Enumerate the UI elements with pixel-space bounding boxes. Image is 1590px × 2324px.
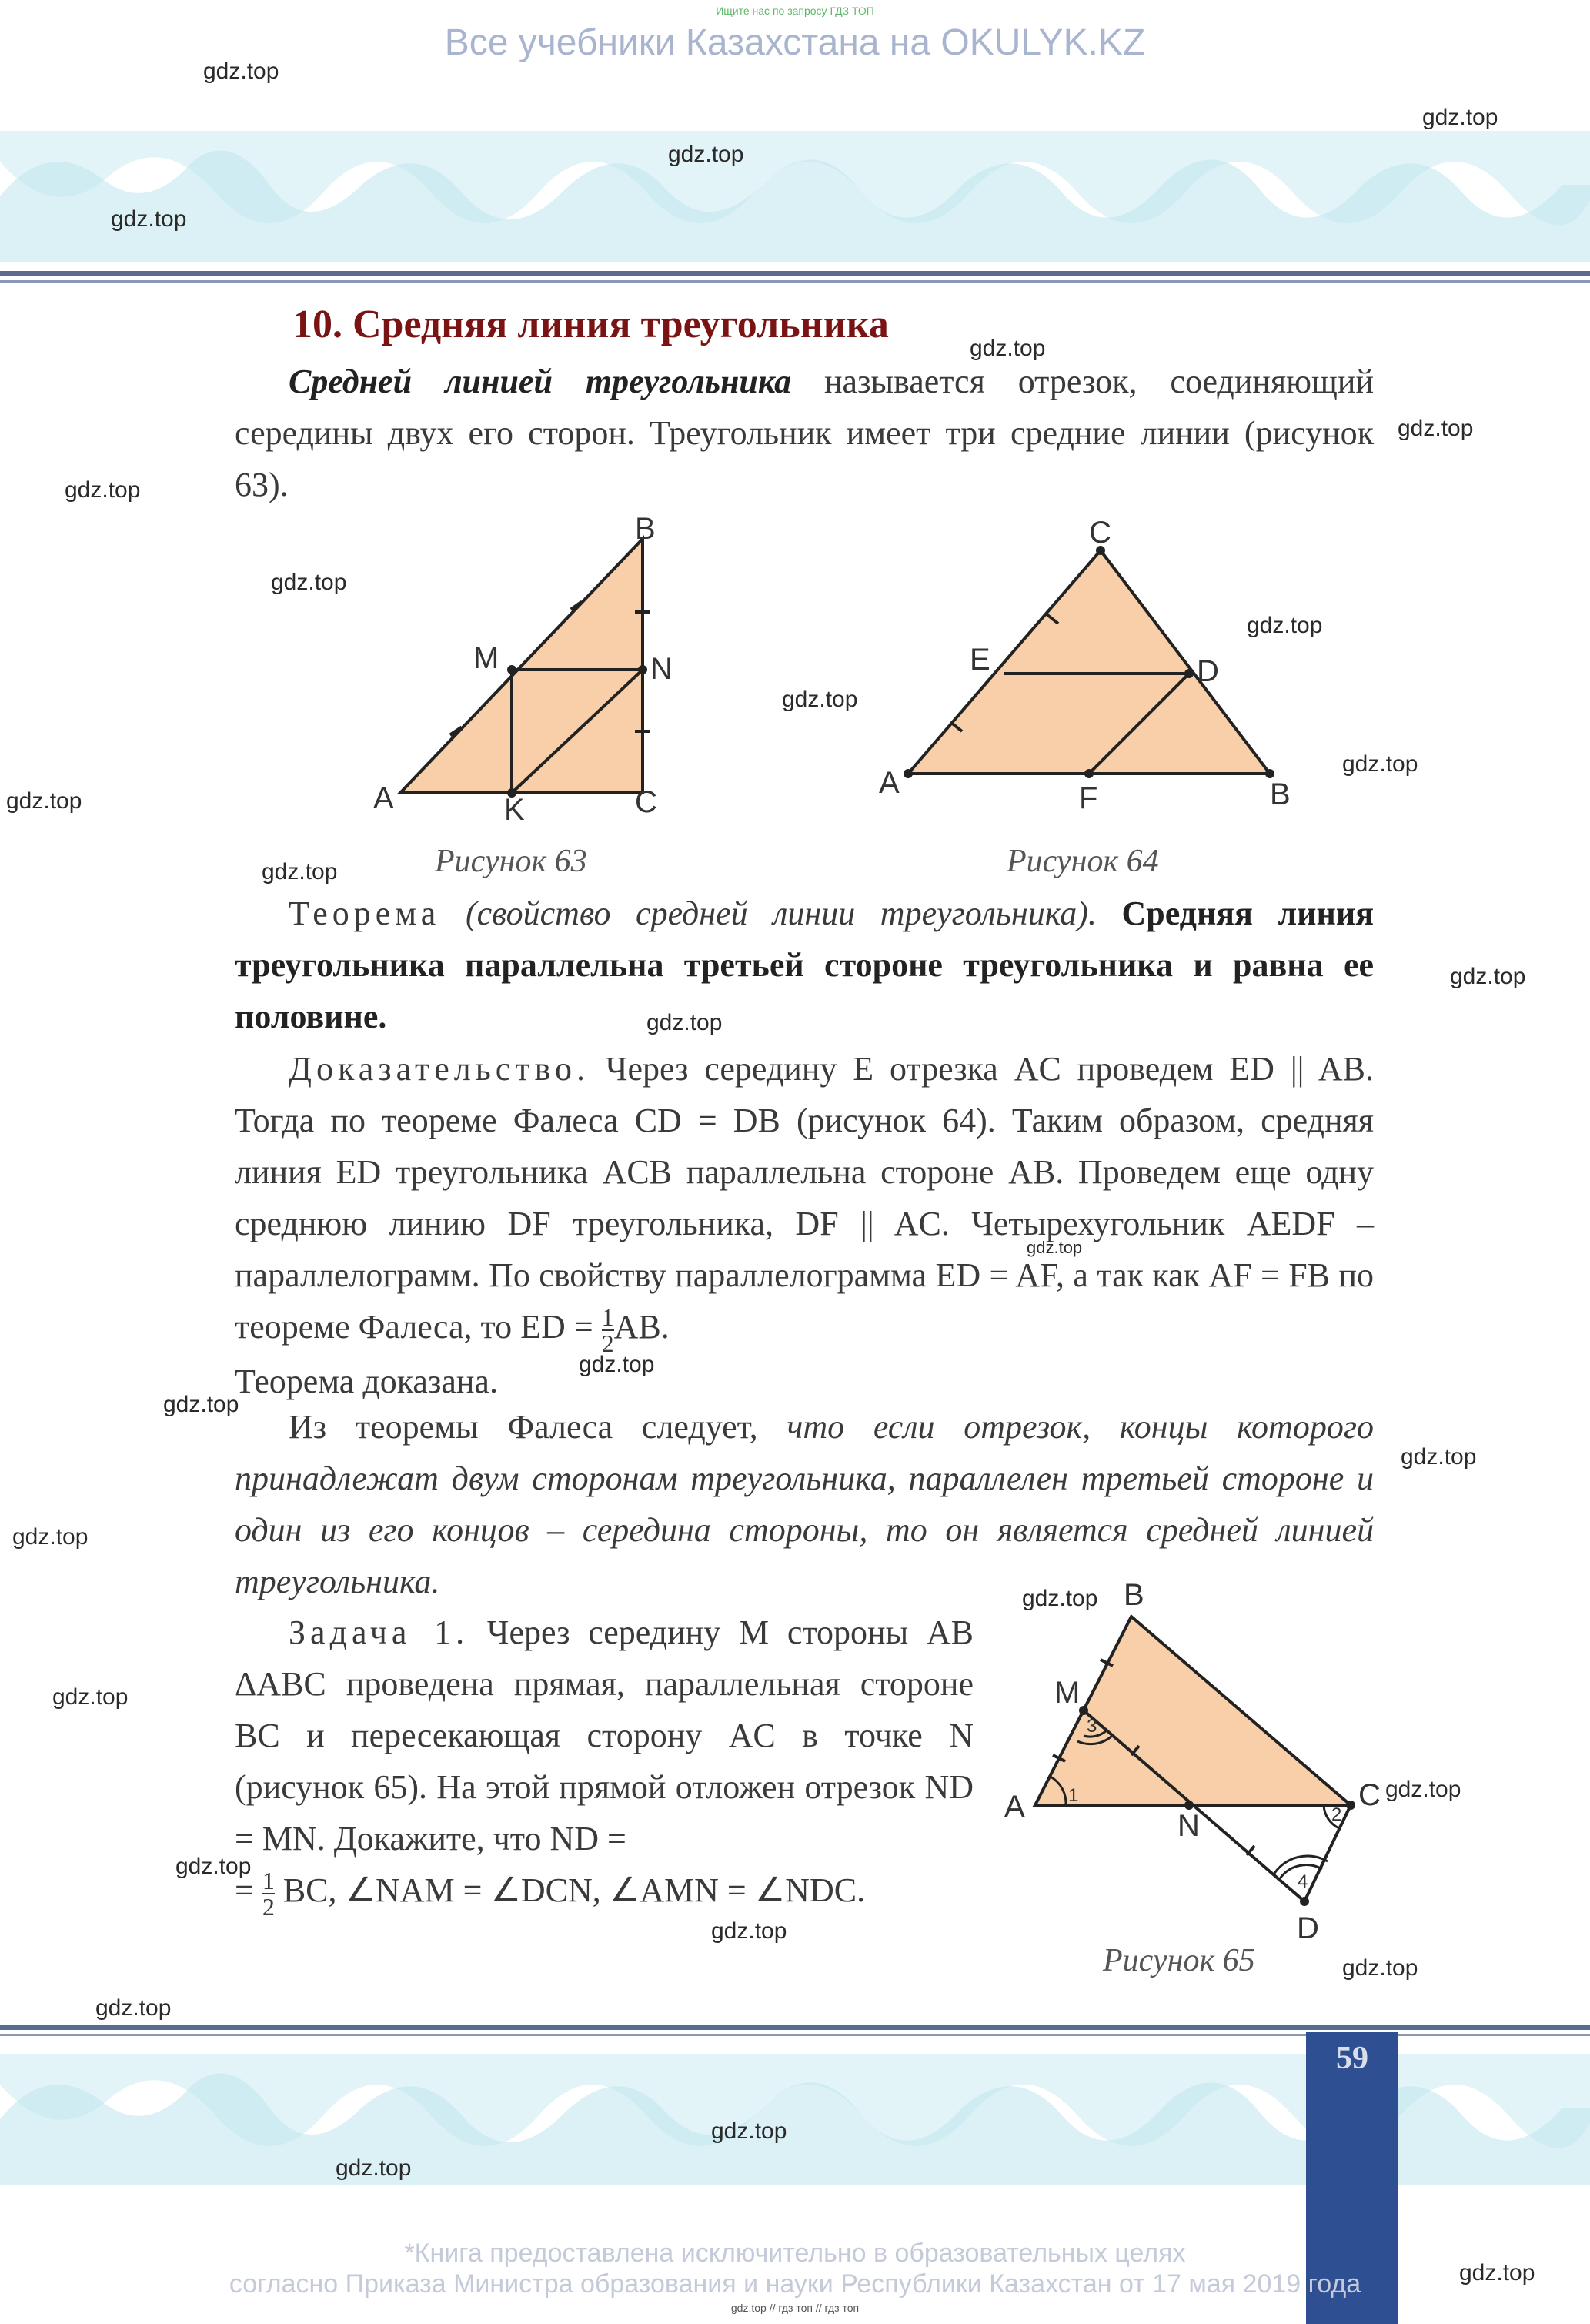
figure-63: [362, 516, 685, 824]
footer-line-1: *Книга предоставлена исключительно в образовательных целях: [404, 2239, 1186, 2268]
definition-term: Средней линией треугольника: [289, 363, 792, 400]
watermark: gdz.top: [1459, 2260, 1535, 2286]
site-title: Все учебники Казахстана на OKULYK.KZ: [444, 22, 1146, 63]
watermark: gdz.top: [175, 1854, 252, 1879]
fig65-angle-3: 3: [1087, 1716, 1097, 1737]
theorem-paragraph: [235, 888, 1374, 1042]
watermark: gdz.top: [711, 1918, 787, 1944]
figure-63-caption: Рисунок 63: [435, 844, 587, 879]
bottom-rule: [0, 2025, 1590, 2030]
proof-paragraph: [235, 1043, 1374, 1407]
proof-text-end: AB.: [613, 1308, 670, 1346]
fig64-label-a: A: [879, 766, 900, 800]
definition-text: называется отрезок, соединяющий середины двух его сторон. Треугольник имеет три средние линии (рисунок 63).: [235, 363, 1375, 503]
fig65-angle-1: 1: [1068, 1785, 1079, 1806]
ornament-band-top: [0, 131, 1590, 262]
watermark: gdz.top: [970, 336, 1046, 361]
watermark: gdz.top: [163, 1392, 239, 1417]
fig64-label-b: B: [1270, 777, 1291, 811]
watermark: gdz.top: [1022, 1586, 1098, 1611]
theorem-label: Теорема: [289, 894, 441, 932]
task-text-end: BC, ∠NAM = ∠DCN, ∠AMN = ∠NDC.: [282, 1871, 866, 1909]
watermark: gdz.top: [336, 2155, 412, 2181]
fig64-label-f: F: [1079, 781, 1098, 815]
watermark: gdz.top: [1450, 964, 1526, 989]
watermark: gdz.top: [52, 1684, 129, 1710]
watermark: gdz.top: [1027, 1238, 1083, 1257]
watermark: gdz.top: [1342, 751, 1418, 777]
figure-65-caption: Рисунок 65: [1103, 1943, 1255, 1978]
proof-text: Через середину E отрезка AC проведем ED || AB. Тогда по теореме Фалеса CD = DB (рисунок 64). Таким образом, средняя линия ED треугольника ACB параллельна стороне AB. Проведем еще одну среднюю линию DF треугольника, DF || AC. Четырехугольник AEDF – параллелограмм. По свойству параллелограмма ED = AF, а так как AF = FB по теореме Фалеса, то ED =: [235, 1050, 1374, 1346]
proof-fraction: $\frac{1}{2}$: [601, 1302, 614, 1357]
task-paragraph: [235, 1607, 974, 1919]
watermark: gdz.top: [1247, 613, 1323, 638]
footer-tiny: gdz.top // гдз топ // гдз топ: [730, 2302, 860, 2314]
watermark: gdz.top: [1422, 105, 1498, 130]
fig63-label-k: K: [504, 793, 525, 824]
fig64-label-d: D: [1197, 654, 1219, 688]
task-label: Задача 1.: [289, 1613, 469, 1651]
fig63-label-n: N: [650, 652, 673, 686]
watermark: gdz.top: [1342, 1955, 1418, 1981]
top-rule-thin: [0, 280, 1590, 283]
watermark: gdz.top: [203, 59, 279, 84]
task-text: Через середину M стороны AB ΔABC проведена прямая, параллельная стороне BC и пересекающая сторону AC в точке N (рисунок 65). На этой прямой отложен отрезок ND = MN. Докажите, что ND =: [235, 1613, 974, 1858]
theorem-name: (свойство средней линии треугольника).: [465, 894, 1097, 932]
definition-paragraph: [235, 356, 1374, 510]
corollary-intro: Из теоремы Фалеса следует,: [289, 1408, 787, 1446]
task-text-pre: =: [235, 1871, 254, 1909]
fig65-angle-2: 2: [1331, 1804, 1342, 1825]
section-heading: 10. Средняя линия треугольника: [292, 303, 889, 346]
fig65-label-n: N: [1177, 1809, 1200, 1843]
corollary-text: что если отрезок, концы которого принадлежат двум сторонам треугольника, параллелен третьей стороне и один из его концов – середина стороны, то он является средней линией треугольника.: [235, 1408, 1374, 1600]
fig65-label-b: B: [1124, 1578, 1144, 1612]
watermark: gdz.top: [262, 859, 338, 884]
watermark: gdz.top: [271, 570, 347, 595]
search-hint: Ищите нас по запросу ГДЗ ТОП: [716, 5, 874, 17]
figure-64-caption: Рисунок 64: [1007, 844, 1159, 879]
watermark: gdz.top: [646, 1010, 723, 1035]
theorem-statement: Средняя линия треугольника параллельна третьей стороне треугольника и равна ее половине.: [235, 894, 1375, 1035]
watermark: gdz.top: [65, 477, 141, 503]
watermark: gdz.top: [95, 1995, 172, 2021]
fig65-label-d: D: [1297, 1911, 1319, 1940]
fig63-label-c: C: [635, 785, 657, 819]
task-fraction: $\frac{1}{2}$: [262, 1866, 275, 1921]
fig65-label-m: M: [1054, 1676, 1081, 1710]
fig64-label-e: E: [970, 643, 990, 677]
fig64-label-c: C: [1089, 516, 1111, 550]
fig63-label-a: A: [373, 781, 394, 815]
fig65-label-c: C: [1358, 1778, 1381, 1812]
watermark: gdz.top: [12, 1524, 89, 1550]
fig63-label-m: M: [473, 641, 499, 675]
watermark: gdz.top: [782, 687, 858, 712]
watermark: gdz.top: [1398, 416, 1474, 441]
page-number: 59: [1336, 2041, 1368, 2076]
figure-64: [862, 516, 1324, 824]
fig65-angle-4: 4: [1298, 1871, 1308, 1892]
proof-end: Теорема доказана.: [235, 1362, 498, 1400]
watermark: gdz.top: [111, 206, 187, 232]
watermark: gdz.top: [668, 142, 744, 167]
watermark: gdz.top: [579, 1352, 655, 1377]
footer-line-2: согласно Приказа Министра образования и науки Республики Казахстан от 17 мая 2019 года: [229, 2269, 1361, 2299]
top-rule: [0, 271, 1590, 276]
fig63-label-b: B: [635, 516, 656, 546]
watermark: gdz.top: [1401, 1444, 1477, 1470]
watermark: gdz.top: [6, 788, 82, 814]
fig65-label-a: A: [1004, 1790, 1025, 1824]
proof-label: Доказательство.: [289, 1050, 590, 1088]
watermark: gdz.top: [1385, 1777, 1461, 1802]
watermark: gdz.top: [711, 2118, 787, 2144]
figure-65: [1000, 1570, 1385, 1940]
